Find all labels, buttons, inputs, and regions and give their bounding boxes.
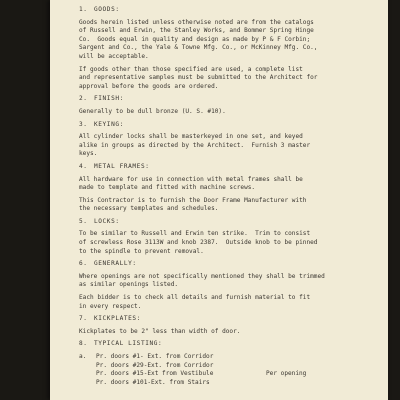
section-heading (79, 260, 380, 269)
section-3 (79, 121, 380, 159)
section-title: GENERALLY: (94, 260, 137, 268)
listing-note: Per opening (266, 370, 307, 378)
listing-row (79, 370, 380, 379)
listing-desc: Pr. doors #15-Ext from Vestibule (96, 370, 214, 378)
section-2 (79, 95, 380, 116)
document-page (50, 0, 388, 400)
paragraph (79, 108, 380, 117)
section-title: KEYING: (94, 120, 124, 128)
section-heading (79, 95, 380, 104)
text-line: Generally to be dull bronze (U. S. #10). (79, 107, 226, 115)
document-text (79, 2, 380, 387)
text-line: of screwless Rose 3113W and knob 2387. Outside knob to be pinned (79, 239, 318, 247)
text-line: Sargent and Co., the Yale & Towne Mfg. Co., or McKinney Mfg. Co., (79, 44, 318, 52)
paragraph (79, 66, 380, 92)
section-4 (79, 163, 380, 214)
section-number: 2. (79, 95, 88, 103)
text-line: to the spindle to prevent removal. (79, 247, 204, 255)
text-line: To be similar to Russell and Erwin ten strike. Trim to consist (79, 230, 311, 238)
section-number: 4. (79, 162, 88, 170)
listing-desc: Pr. doors #101-Ext. from Stairs (96, 378, 210, 386)
section-heading (79, 6, 380, 15)
section-title: KICKPLATES: (94, 315, 141, 323)
paragraph (79, 197, 380, 214)
section-number: 7. (79, 315, 88, 323)
section-number: 5. (79, 217, 88, 225)
text-line: and representative samples must be submitted to the Architect for (79, 74, 318, 82)
listing-label (79, 370, 96, 379)
section-heading (79, 218, 380, 227)
text-line: Where openings are not specifically mentioned they shall be trimmed (79, 272, 325, 280)
text-line: Co. Goods equal in quality and design as made by P & F Corbin; (79, 35, 311, 43)
listing-row (79, 353, 380, 362)
section-6 (79, 260, 380, 311)
text-line: of Russell and Erwin, the Stanley Works, and Bommer Spring Hinge (79, 27, 314, 35)
section-1 (79, 6, 380, 91)
listing-desc: Pr. doors #1- Ext. from Corridor (96, 353, 214, 360)
section-title: METAL FRAMES: (94, 162, 150, 170)
text-line: All cylinder locks shall be masterkeyed in one set, and keyed (79, 133, 303, 141)
section-heading (79, 315, 380, 324)
section-heading (79, 163, 380, 172)
listing-label: a. (79, 353, 87, 360)
section-number: 8. (79, 340, 88, 348)
text-line: made to template and fitted with machine screws. (79, 184, 256, 192)
text-line: keys. (79, 150, 98, 158)
listing-label (79, 362, 96, 371)
paragraph (79, 176, 380, 193)
listing-row (79, 362, 380, 371)
text-line: in every respect. (79, 302, 142, 310)
typical-listing (79, 353, 380, 387)
section-heading (79, 340, 380, 349)
section-heading (79, 121, 380, 130)
section-title: TYPICAL LISTING: (94, 340, 163, 348)
text-line: Each bidder is to check all details and furnish material to fit (79, 294, 311, 302)
text-line: will be acceptable. (79, 52, 149, 60)
section-number: 1. (79, 6, 88, 13)
listing-desc: Pr. doors #29-Ext. from Corridor (96, 361, 214, 369)
paragraph (79, 294, 380, 311)
paragraph (79, 328, 380, 337)
section-5 (79, 218, 380, 256)
paragraph (79, 133, 380, 159)
text-line: the necessary templates and schedules. (79, 205, 219, 213)
section-title: GOODS: (94, 6, 120, 13)
section-7 (79, 315, 380, 336)
text-line: All hardware for use in connection with metal frames shall be (79, 175, 303, 183)
section-number: 6. (79, 260, 88, 268)
text-line: Kickplates to be 2" less than width of door. (79, 327, 241, 335)
text-line: This Contractor is to furnish the Door Frame Manufacturer with (79, 196, 307, 204)
text-line: alike in groups as directed by the Architect. Furnish 3 master (79, 141, 311, 149)
paragraph (79, 19, 380, 62)
section-title: FINISH: (94, 95, 124, 103)
paragraph (79, 230, 380, 256)
listing-row (79, 379, 380, 388)
listing-label (79, 379, 96, 388)
text-line: If goods other than those specified are used, a complete list (79, 65, 303, 73)
text-line: approval before the goods are ordered. (79, 82, 219, 90)
section-number: 3. (79, 120, 88, 128)
text-line: Goods herein listed unless otherwise noted are from the catalogs (79, 18, 314, 26)
paragraph (79, 273, 380, 290)
section-title: LOCKS: (94, 217, 120, 225)
text-line: as similar openings listed. (79, 281, 179, 289)
section-8 (79, 340, 380, 349)
